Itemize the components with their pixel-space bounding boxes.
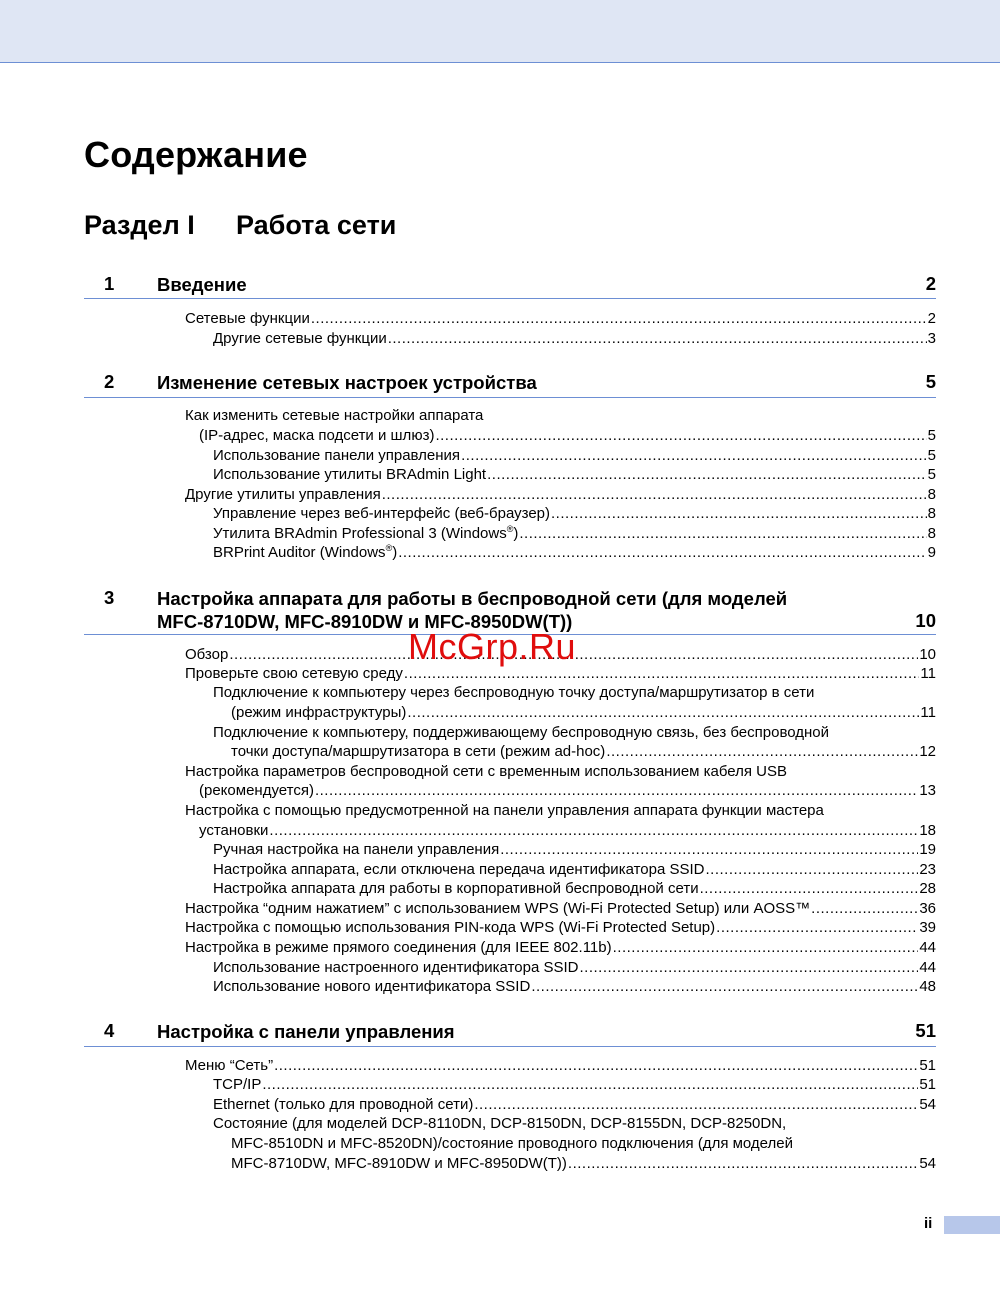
toc-entry-line[interactable]: Как изменить сетевые настройки аппарата	[185, 407, 484, 424]
toc-entry[interactable]: Использование панели управления ..... 5	[213, 446, 936, 466]
toc-entry[interactable]: (режим инфраструктуры) ..... 11	[231, 703, 936, 723]
toc-entry[interactable]: Настройка аппарата для работы в корпоративной беспроводной сети ..... 28	[213, 879, 936, 899]
page-number: ii	[924, 1215, 933, 1232]
toc-entry-line[interactable]: Подключение к компьютеру, поддерживающему беспроводную связь, без беспроводной	[213, 724, 830, 741]
toc-entry[interactable]: (IP-адрес, маска подсети и шлюз) ..... 5	[199, 426, 936, 446]
document-title: Содержание	[84, 134, 308, 175]
toc-entry[interactable]: Настройка “одним нажатием” с использованием WPS (Wi-Fi Protected Setup) или AOSS™ ..... 36	[185, 899, 936, 919]
toc-entry[interactable]: Меню “Сеть” ..... 51	[185, 1056, 936, 1076]
chapter-page: 51	[915, 1020, 936, 1041]
toc-entry[interactable]: Использование нового идентификатора SSID ..... 48	[213, 977, 936, 997]
toc-entry[interactable]: Настройка в режиме прямого соединения (для IEEE 802.11b) ..... 44	[185, 938, 936, 958]
chapter-2-heading[interactable]	[84, 371, 936, 395]
chapter-4-heading[interactable]	[84, 1020, 936, 1044]
toc-entry-line[interactable]: MFC-8510DN и MFC-8520DN)/состояние проводного подключения (для моделей	[231, 1135, 794, 1152]
part-label: Раздел I	[84, 210, 195, 240]
part-name: Работа сети	[236, 210, 397, 240]
toc-entry[interactable]: Ручная настройка на панели управления ..... 19	[213, 840, 936, 860]
watermark: McGrp.Ru	[408, 626, 577, 667]
toc-entry[interactable]: Другие утилиты управления ..... 8	[185, 485, 936, 505]
toc-entry[interactable]: Обзор ..... 10	[185, 645, 936, 665]
chapter-number: 3	[104, 587, 115, 608]
toc-entry-line[interactable]: Настройка параметров беспроводной сети с временным использованием кабеля USB	[185, 763, 788, 780]
toc-entry[interactable]: Использование настроенного идентификатора SSID ..... 44	[213, 958, 936, 978]
part-title	[84, 210, 396, 241]
header-band	[0, 0, 1000, 63]
toc-entry[interactable]: Сетевые функции ..... 2	[185, 309, 936, 329]
chapter-1-heading[interactable]	[84, 273, 936, 297]
chapter-divider	[84, 298, 936, 299]
chapter-title: Введение	[157, 274, 247, 295]
registered-mark: ®	[385, 543, 393, 553]
toc-entry-line[interactable]: Подключение к компьютеру через беспроводную точку доступа/маршрутизатор в сети	[213, 684, 815, 701]
toc-entry[interactable]: Настройка с помощью использования PIN-кода WPS (Wi-Fi Protected Setup) ..... 39	[185, 918, 936, 938]
toc-entry[interactable]: точки доступа/маршрутизатора в сети (режим ad-hoc) ..... 12	[231, 742, 936, 762]
registered-mark: ®	[506, 524, 514, 534]
toc-entry[interactable]: MFC-8710DW, MFC-8910DW и MFC-8950DW(T)) ..... 54	[231, 1154, 936, 1174]
toc-entry[interactable]: Утилита BRAdmin Professional 3 (Windows®) ..... 8	[213, 524, 936, 544]
chapter-number: 2	[104, 371, 115, 392]
toc-entry[interactable]: (рекомендуется) ..... 13	[199, 781, 936, 801]
chapter-title: Изменение сетевых настроек устройства	[157, 372, 537, 393]
chapter-number: 4	[104, 1020, 115, 1041]
toc-entry[interactable]: Настройка аппарата, если отключена передача идентификатора SSID ..... 23	[213, 860, 936, 880]
chapter-page: 2	[925, 273, 936, 294]
chapter-page: 10	[915, 610, 936, 631]
toc-entry-line[interactable]: Состояние (для моделей DCP-8110DN, DCP-8150DN, DCP-8155DN, DCP-8250DN,	[213, 1115, 787, 1132]
chapter-divider	[84, 1046, 936, 1047]
toc-entry[interactable]: установки ..... 18	[199, 821, 936, 841]
chapter-title: Настройка аппарата для работы в беспроводной сети (для моделей MFC-8710DW, MFC-8910DW и MFC-8950DW(T))	[157, 588, 788, 632]
chapter-title: Настройка с панели управления	[157, 1021, 455, 1042]
toc-entry[interactable]: Ethernet (только для проводной сети) ..... 54	[213, 1095, 936, 1115]
chapter-divider	[84, 397, 936, 398]
toc-entry[interactable]: Использование утилиты BRAdmin Light ..... 5	[213, 465, 936, 485]
toc-entry[interactable]: Проверьте свою сетевую среду ..... 11	[185, 664, 936, 684]
toc-entry[interactable]: BRPrint Auditor (Windows®) ..... 9	[213, 543, 936, 563]
chapter-page: 5	[925, 371, 936, 392]
toc-entry-line[interactable]: Настройка с помощью предусмотренной на панели управления аппарата функции мастера	[185, 802, 824, 819]
toc-entry[interactable]: Другие сетевые функции ..... 3	[213, 329, 936, 349]
toc-entry[interactable]: Управление через веб-интерфейс (веб-браузер) ..... 8	[213, 504, 936, 524]
chapter-number: 1	[104, 273, 115, 294]
toc-entry[interactable]: TCP/IP ..... 51	[213, 1075, 936, 1095]
page-number-tab	[944, 1216, 1000, 1234]
